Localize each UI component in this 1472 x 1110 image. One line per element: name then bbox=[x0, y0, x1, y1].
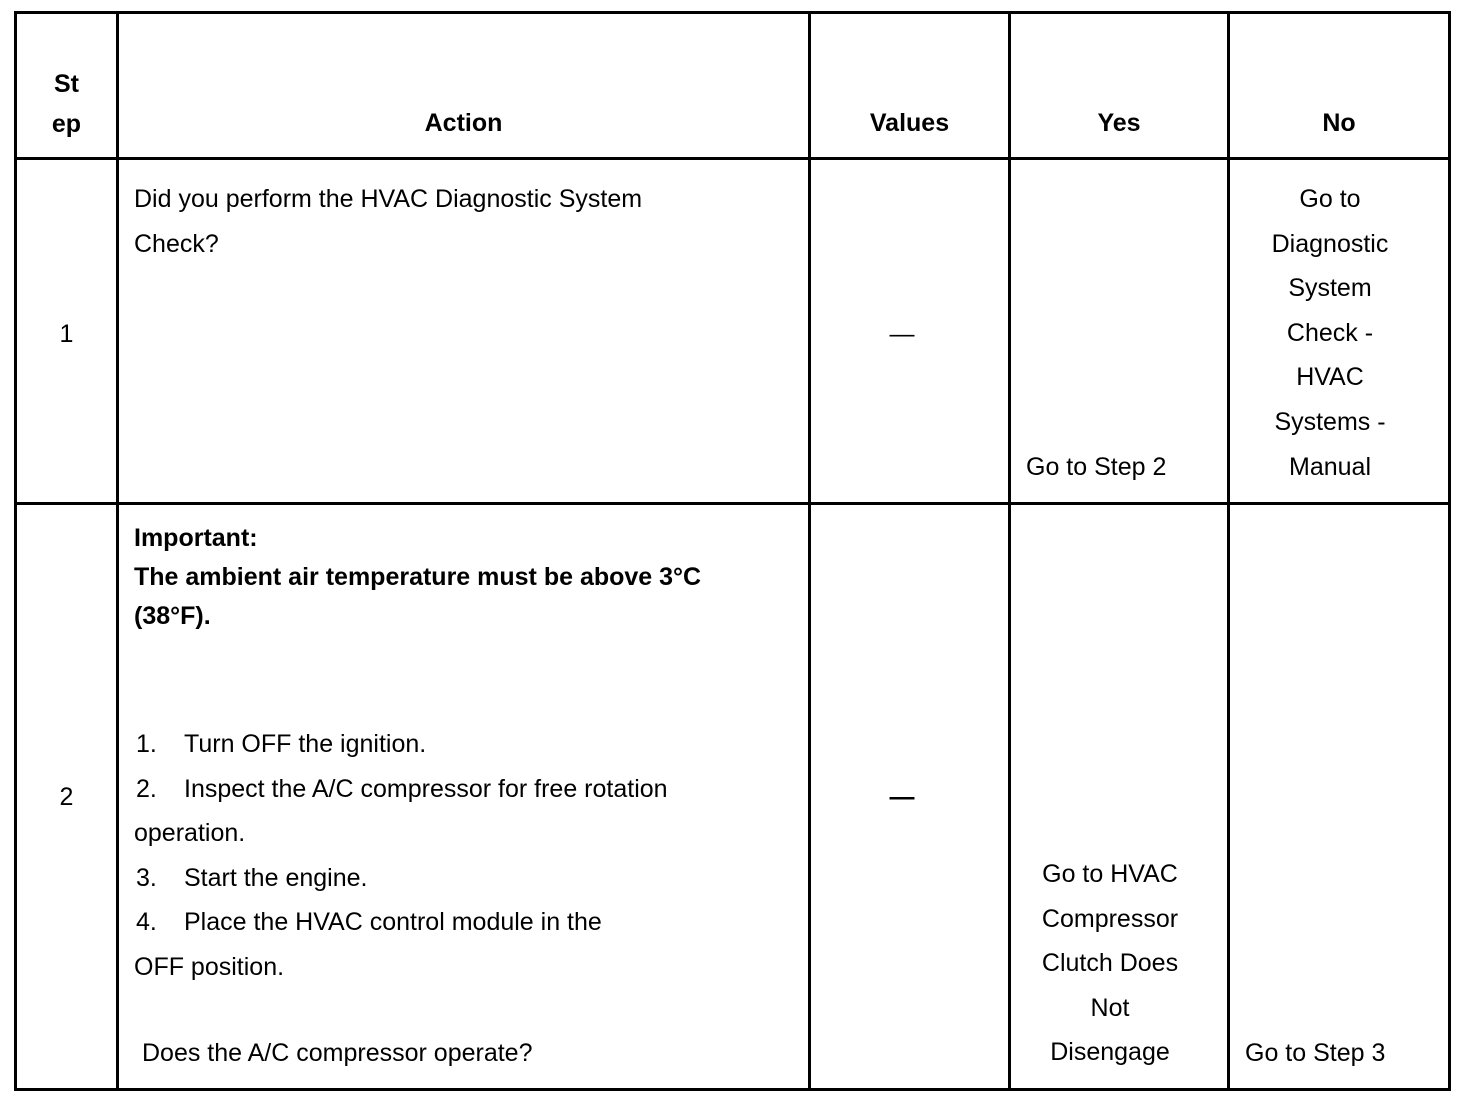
column-divider bbox=[808, 11, 811, 1091]
column-divider bbox=[116, 11, 119, 1091]
list-item bbox=[134, 722, 668, 767]
row2-step: 2 bbox=[59, 783, 74, 811]
table-border-bottom bbox=[14, 1088, 1451, 1091]
diagnostic-table bbox=[14, 11, 1451, 1091]
row1-action-line: Check? bbox=[134, 229, 219, 258]
row1-no-line: System bbox=[1288, 274, 1372, 303]
procedure-list bbox=[134, 722, 668, 990]
row1-step: 1 bbox=[59, 320, 74, 348]
list-item-text: Place the HVAC control module in the bbox=[184, 908, 602, 937]
row1-no-line: Manual bbox=[1289, 452, 1371, 481]
row-divider bbox=[14, 502, 1451, 505]
table-border-right bbox=[1448, 11, 1451, 1091]
row2-yes bbox=[1011, 852, 1209, 1075]
row1-yes: Go to Step 2 bbox=[1026, 453, 1167, 481]
header-step-line: ep bbox=[51, 110, 82, 138]
row1-no-line: HVAC bbox=[1296, 363, 1364, 392]
row1-action bbox=[134, 177, 642, 266]
list-item-number: 1. bbox=[136, 730, 157, 758]
row1-no-line: Go to bbox=[1299, 185, 1361, 213]
list-item-continuation: OFF position. bbox=[134, 952, 285, 981]
column-divider bbox=[1227, 11, 1230, 1091]
row2-yes-line: Disengage bbox=[1050, 1038, 1170, 1067]
important-label: Important: bbox=[134, 524, 258, 552]
row2-question: Does the A/C compressor operate? bbox=[142, 1039, 533, 1067]
table-border-left bbox=[14, 11, 17, 1091]
important-note bbox=[134, 519, 701, 636]
list-item-continuation: operation. bbox=[134, 819, 246, 848]
row2-yes-line: Compressor bbox=[1041, 904, 1179, 933]
header-values: Values bbox=[869, 109, 950, 137]
row2-no: Go to Step 3 bbox=[1245, 1039, 1386, 1067]
row1-values: — bbox=[889, 320, 915, 348]
header-action: Action bbox=[424, 109, 503, 137]
header-step-line: St bbox=[54, 70, 79, 98]
list-item bbox=[134, 900, 668, 945]
row2-yes-line: Not bbox=[1090, 993, 1130, 1022]
important-text: (38°F). bbox=[134, 602, 211, 630]
list-item-number: 4. bbox=[136, 908, 157, 937]
row1-no-line: Check - bbox=[1286, 318, 1374, 347]
list-item-number: 2. bbox=[136, 774, 157, 803]
important-text: The ambient air temperature must be above 3°C bbox=[134, 563, 702, 591]
header-no: No bbox=[1322, 109, 1356, 137]
row1-no bbox=[1230, 177, 1430, 489]
row1-no-line: Diagnostic bbox=[1271, 229, 1389, 258]
header-yes: Yes bbox=[1097, 109, 1141, 137]
header-divider bbox=[14, 157, 1451, 160]
list-item-text: Inspect the A/C compressor for free rotation bbox=[184, 774, 668, 803]
row2-values: — bbox=[889, 783, 915, 811]
row2-yes-line: Clutch Does bbox=[1041, 949, 1179, 978]
header-step bbox=[17, 64, 116, 144]
list-item-text: Turn OFF the ignition. bbox=[184, 730, 427, 758]
row2-yes-line: Go to HVAC bbox=[1042, 860, 1178, 888]
list-item-number: 3. bbox=[136, 863, 157, 892]
row1-no-line: Systems - bbox=[1274, 407, 1386, 436]
table-border-top bbox=[14, 11, 1451, 14]
list-item bbox=[134, 767, 668, 812]
row1-action-line: Did you perform the HVAC Diagnostic System bbox=[134, 185, 643, 213]
list-item-text: Start the engine. bbox=[184, 863, 368, 892]
list-item bbox=[134, 856, 668, 901]
